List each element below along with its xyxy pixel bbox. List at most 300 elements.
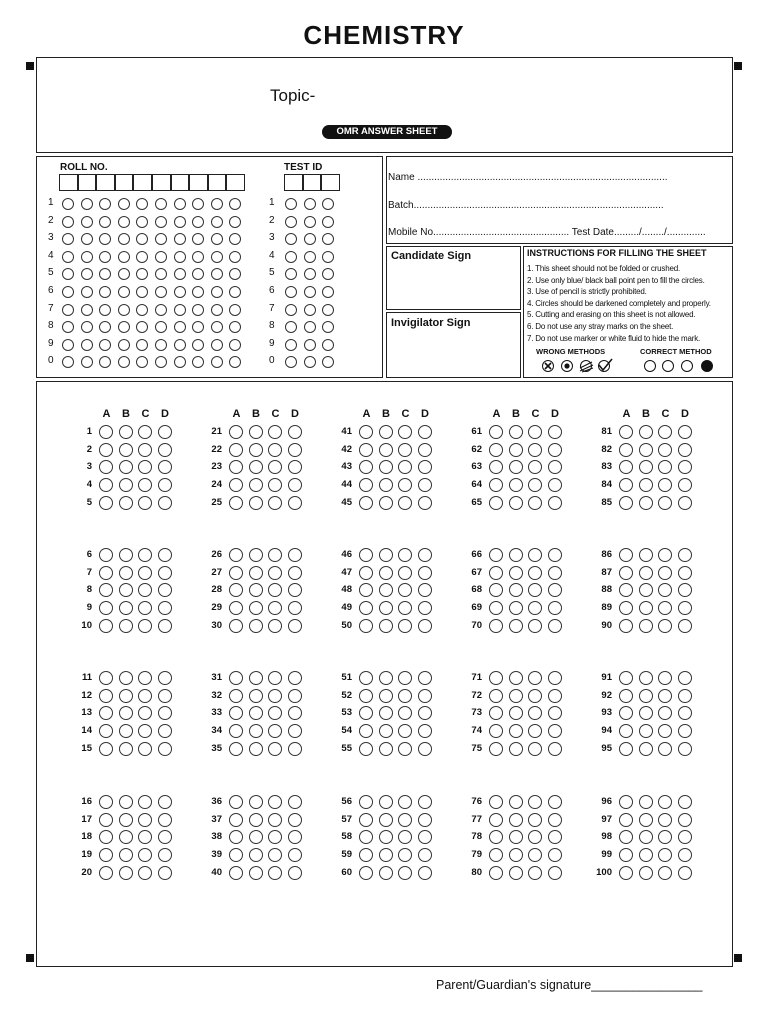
answer-bubble[interactable] [268,689,282,703]
roll-bubble[interactable] [81,251,93,263]
answer-bubble[interactable] [99,601,113,615]
answer-bubble[interactable] [158,601,172,615]
answer-bubble[interactable] [509,583,523,597]
answer-bubble[interactable] [119,813,133,827]
answer-bubble[interactable] [678,813,692,827]
answer-bubble[interactable] [288,619,302,633]
answer-bubble[interactable] [528,496,542,510]
answer-bubble[interactable] [418,566,432,580]
answer-bubble[interactable] [229,566,243,580]
answer-bubble[interactable] [489,724,503,738]
answer-bubble[interactable] [509,724,523,738]
answer-bubble[interactable] [528,425,542,439]
answer-bubble[interactable] [288,742,302,756]
answer-bubble[interactable] [639,619,653,633]
answer-bubble[interactable] [418,548,432,562]
answer-bubble[interactable] [119,830,133,844]
test-id-bubble[interactable] [304,233,316,245]
answer-bubble[interactable] [249,742,263,756]
answer-bubble[interactable] [249,813,263,827]
answer-bubble[interactable] [249,460,263,474]
answer-bubble[interactable] [158,742,172,756]
roll-bubble[interactable] [155,198,167,210]
answer-bubble[interactable] [658,425,672,439]
roll-bubble[interactable] [62,198,74,210]
answer-bubble[interactable] [509,566,523,580]
answer-bubble[interactable] [398,742,412,756]
roll-bubble[interactable] [136,304,148,316]
answer-bubble[interactable] [288,601,302,615]
answer-bubble[interactable] [288,830,302,844]
answer-bubble[interactable] [619,671,633,685]
roll-bubble[interactable] [81,356,93,368]
answer-bubble[interactable] [509,460,523,474]
answer-bubble[interactable] [268,425,282,439]
answer-bubble[interactable] [99,848,113,862]
answer-bubble[interactable] [119,496,133,510]
roll-bubble[interactable] [211,216,223,228]
answer-bubble[interactable] [138,478,152,492]
test-id-bubble[interactable] [322,304,334,316]
answer-bubble[interactable] [119,671,133,685]
answer-bubble[interactable] [99,496,113,510]
answer-bubble[interactable] [379,548,393,562]
answer-bubble[interactable] [548,548,562,562]
answer-bubble[interactable] [658,443,672,457]
answer-bubble[interactable] [509,830,523,844]
answer-bubble[interactable] [658,619,672,633]
answer-bubble[interactable] [619,813,633,827]
answer-bubble[interactable] [639,443,653,457]
answer-bubble[interactable] [229,601,243,615]
answer-bubble[interactable] [158,619,172,633]
answer-bubble[interactable] [288,671,302,685]
roll-bubble[interactable] [118,251,130,263]
test-id-digit-cell[interactable] [321,174,340,191]
answer-bubble[interactable] [528,478,542,492]
answer-bubble[interactable] [138,866,152,880]
answer-bubble[interactable] [288,706,302,720]
answer-bubble[interactable] [658,795,672,809]
answer-bubble[interactable] [249,848,263,862]
answer-bubble[interactable] [249,601,263,615]
answer-bubble[interactable] [268,866,282,880]
answer-bubble[interactable] [119,443,133,457]
roll-bubble[interactable] [99,251,111,263]
answer-bubble[interactable] [138,566,152,580]
answer-bubble[interactable] [379,496,393,510]
roll-bubble[interactable] [62,216,74,228]
answer-bubble[interactable] [548,813,562,827]
roll-bubble[interactable] [155,304,167,316]
answer-bubble[interactable] [119,566,133,580]
answer-bubble[interactable] [489,443,503,457]
answer-bubble[interactable] [359,566,373,580]
answer-bubble[interactable] [509,866,523,880]
answer-bubble[interactable] [489,496,503,510]
answer-bubble[interactable] [138,724,152,738]
answer-bubble[interactable] [119,742,133,756]
answer-bubble[interactable] [158,689,172,703]
answer-bubble[interactable] [639,478,653,492]
answer-bubble[interactable] [99,425,113,439]
answer-bubble[interactable] [379,830,393,844]
answer-bubble[interactable] [528,724,542,738]
answer-bubble[interactable] [489,742,503,756]
answer-bubble[interactable] [249,583,263,597]
answer-bubble[interactable] [229,548,243,562]
roll-bubble[interactable] [174,268,186,280]
roll-bubble[interactable] [99,339,111,351]
answer-bubble[interactable] [398,813,412,827]
test-id-bubble[interactable] [304,339,316,351]
answer-bubble[interactable] [678,671,692,685]
answer-bubble[interactable] [658,566,672,580]
answer-bubble[interactable] [379,583,393,597]
roll-bubble[interactable] [174,251,186,263]
answer-bubble[interactable] [158,443,172,457]
answer-bubble[interactable] [678,830,692,844]
answer-bubble[interactable] [249,425,263,439]
answer-bubble[interactable] [158,566,172,580]
answer-bubble[interactable] [619,724,633,738]
answer-bubble[interactable] [528,566,542,580]
answer-bubble[interactable] [658,601,672,615]
test-id-bubble[interactable] [304,304,316,316]
answer-bubble[interactable] [119,689,133,703]
answer-bubble[interactable] [548,742,562,756]
answer-bubble[interactable] [268,742,282,756]
answer-bubble[interactable] [229,671,243,685]
answer-bubble[interactable] [548,566,562,580]
roll-bubble[interactable] [99,304,111,316]
answer-bubble[interactable] [359,478,373,492]
answer-bubble[interactable] [288,583,302,597]
answer-bubble[interactable] [639,866,653,880]
answer-bubble[interactable] [619,566,633,580]
answer-bubble[interactable] [418,724,432,738]
answer-bubble[interactable] [249,706,263,720]
roll-bubble[interactable] [229,304,241,316]
answer-bubble[interactable] [548,478,562,492]
answer-bubble[interactable] [639,689,653,703]
answer-bubble[interactable] [119,583,133,597]
answer-bubble[interactable] [418,848,432,862]
answer-bubble[interactable] [99,566,113,580]
answer-bubble[interactable] [158,848,172,862]
answer-bubble[interactable] [509,689,523,703]
name-field[interactable]: Name .......................................................................................... [388,172,668,183]
answer-bubble[interactable] [249,496,263,510]
answer-bubble[interactable] [678,566,692,580]
answer-bubble[interactable] [639,566,653,580]
answer-bubble[interactable] [619,443,633,457]
answer-bubble[interactable] [509,443,523,457]
answer-bubble[interactable] [418,460,432,474]
answer-bubble[interactable] [268,601,282,615]
roll-bubble[interactable] [174,339,186,351]
answer-bubble[interactable] [619,601,633,615]
answer-bubble[interactable] [99,548,113,562]
answer-bubble[interactable] [229,813,243,827]
answer-bubble[interactable] [138,619,152,633]
answer-bubble[interactable] [658,496,672,510]
answer-bubble[interactable] [99,724,113,738]
roll-bubble[interactable] [229,216,241,228]
answer-bubble[interactable] [249,724,263,738]
answer-bubble[interactable] [249,548,263,562]
answer-bubble[interactable] [658,866,672,880]
answer-bubble[interactable] [398,671,412,685]
answer-bubble[interactable] [119,425,133,439]
answer-bubble[interactable] [509,601,523,615]
answer-bubble[interactable] [158,460,172,474]
answer-bubble[interactable] [418,813,432,827]
answer-bubble[interactable] [138,443,152,457]
answer-bubble[interactable] [619,619,633,633]
answer-bubble[interactable] [418,583,432,597]
answer-bubble[interactable] [99,795,113,809]
answer-bubble[interactable] [398,443,412,457]
roll-bubble[interactable] [81,198,93,210]
roll-bubble[interactable] [192,339,204,351]
answer-bubble[interactable] [678,601,692,615]
answer-bubble[interactable] [379,460,393,474]
answer-bubble[interactable] [398,566,412,580]
answer-bubble[interactable] [379,706,393,720]
roll-bubble[interactable] [174,356,186,368]
answer-bubble[interactable] [379,724,393,738]
answer-bubble[interactable] [639,830,653,844]
answer-bubble[interactable] [548,460,562,474]
answer-bubble[interactable] [639,795,653,809]
answer-bubble[interactable] [548,583,562,597]
answer-bubble[interactable] [418,443,432,457]
answer-bubble[interactable] [359,443,373,457]
answer-bubble[interactable] [229,866,243,880]
answer-bubble[interactable] [398,795,412,809]
answer-bubble[interactable] [249,795,263,809]
answer-bubble[interactable] [288,478,302,492]
answer-bubble[interactable] [639,583,653,597]
answer-bubble[interactable] [639,601,653,615]
test-id-bubble[interactable] [322,251,334,263]
answer-bubble[interactable] [509,795,523,809]
answer-bubble[interactable] [678,848,692,862]
roll-bubble[interactable] [211,304,223,316]
answer-bubble[interactable] [359,689,373,703]
answer-bubble[interactable] [398,548,412,562]
answer-bubble[interactable] [658,848,672,862]
roll-bubble[interactable] [81,339,93,351]
answer-bubble[interactable] [138,496,152,510]
answer-bubble[interactable] [138,742,152,756]
answer-bubble[interactable] [158,548,172,562]
answer-bubble[interactable] [268,795,282,809]
roll-bubble[interactable] [192,251,204,263]
answer-bubble[interactable] [639,848,653,862]
answer-bubble[interactable] [288,460,302,474]
answer-bubble[interactable] [509,742,523,756]
roll-digit-cell[interactable] [133,174,152,191]
answer-bubble[interactable] [398,425,412,439]
roll-digit-cell[interactable] [152,174,171,191]
answer-bubble[interactable] [268,548,282,562]
answer-bubble[interactable] [528,813,542,827]
answer-bubble[interactable] [509,619,523,633]
answer-bubble[interactable] [229,425,243,439]
roll-bubble[interactable] [62,251,74,263]
answer-bubble[interactable] [619,742,633,756]
answer-bubble[interactable] [658,671,672,685]
answer-bubble[interactable] [418,601,432,615]
answer-bubble[interactable] [229,742,243,756]
answer-bubble[interactable] [138,548,152,562]
answer-bubble[interactable] [418,689,432,703]
roll-bubble[interactable] [118,339,130,351]
answer-bubble[interactable] [99,478,113,492]
answer-bubble[interactable] [249,830,263,844]
answer-bubble[interactable] [418,619,432,633]
answer-bubble[interactable] [398,689,412,703]
answer-bubble[interactable] [379,795,393,809]
answer-bubble[interactable] [359,548,373,562]
answer-bubble[interactable] [379,866,393,880]
answer-bubble[interactable] [268,478,282,492]
test-id-bubble[interactable] [322,216,334,228]
answer-bubble[interactable] [678,460,692,474]
answer-bubble[interactable] [288,848,302,862]
answer-bubble[interactable] [249,866,263,880]
answer-bubble[interactable] [268,671,282,685]
answer-bubble[interactable] [249,689,263,703]
answer-bubble[interactable] [528,671,542,685]
answer-bubble[interactable] [288,866,302,880]
answer-bubble[interactable] [678,548,692,562]
roll-bubble[interactable] [211,233,223,245]
test-id-bubble[interactable] [304,216,316,228]
test-id-bubble[interactable] [304,321,316,333]
answer-bubble[interactable] [418,830,432,844]
answer-bubble[interactable] [619,478,633,492]
answer-bubble[interactable] [398,478,412,492]
answer-bubble[interactable] [658,742,672,756]
roll-bubble[interactable] [62,304,74,316]
test-id-bubble[interactable] [285,251,297,263]
roll-digit-cell[interactable] [115,174,134,191]
roll-bubble[interactable] [174,198,186,210]
roll-bubble[interactable] [155,251,167,263]
test-id-bubble[interactable] [285,304,297,316]
answer-bubble[interactable] [158,724,172,738]
answer-bubble[interactable] [268,848,282,862]
answer-bubble[interactable] [359,866,373,880]
answer-bubble[interactable] [548,443,562,457]
answer-bubble[interactable] [418,478,432,492]
answer-bubble[interactable] [619,425,633,439]
roll-bubble[interactable] [81,304,93,316]
answer-bubble[interactable] [158,706,172,720]
answer-bubble[interactable] [639,496,653,510]
answer-bubble[interactable] [639,671,653,685]
answer-bubble[interactable] [158,830,172,844]
answer-bubble[interactable] [229,689,243,703]
answer-bubble[interactable] [548,689,562,703]
answer-bubble[interactable] [678,425,692,439]
answer-bubble[interactable] [678,583,692,597]
roll-bubble[interactable] [81,216,93,228]
answer-bubble[interactable] [119,848,133,862]
roll-bubble[interactable] [192,216,204,228]
answer-bubble[interactable] [489,848,503,862]
answer-bubble[interactable] [658,548,672,562]
answer-bubble[interactable] [509,478,523,492]
answer-bubble[interactable] [268,813,282,827]
answer-bubble[interactable] [268,496,282,510]
answer-bubble[interactable] [288,795,302,809]
answer-bubble[interactable] [619,689,633,703]
answer-bubble[interactable] [639,724,653,738]
test-id-bubble[interactable] [322,339,334,351]
answer-bubble[interactable] [249,443,263,457]
answer-bubble[interactable] [138,425,152,439]
answer-bubble[interactable] [489,478,503,492]
test-id-bubble[interactable] [304,268,316,280]
roll-bubble[interactable] [211,339,223,351]
answer-bubble[interactable] [528,795,542,809]
answer-bubble[interactable] [229,443,243,457]
answer-bubble[interactable] [678,706,692,720]
roll-bubble[interactable] [81,268,93,280]
answer-bubble[interactable] [658,724,672,738]
test-id-bubble[interactable] [304,356,316,368]
test-id-bubble[interactable] [285,216,297,228]
answer-bubble[interactable] [379,443,393,457]
answer-bubble[interactable] [509,671,523,685]
answer-bubble[interactable] [398,601,412,615]
answer-bubble[interactable] [119,601,133,615]
answer-bubble[interactable] [379,619,393,633]
answer-bubble[interactable] [158,813,172,827]
test-id-bubble[interactable] [285,198,297,210]
answer-bubble[interactable] [489,566,503,580]
roll-bubble[interactable] [118,321,130,333]
answer-bubble[interactable] [678,689,692,703]
answer-bubble[interactable] [379,813,393,827]
roll-bubble[interactable] [62,286,74,298]
answer-bubble[interactable] [678,724,692,738]
test-id-bubble[interactable] [304,286,316,298]
answer-bubble[interactable] [359,619,373,633]
answer-bubble[interactable] [119,724,133,738]
roll-bubble[interactable] [81,233,93,245]
answer-bubble[interactable] [99,689,113,703]
answer-bubble[interactable] [119,795,133,809]
answer-bubble[interactable] [418,671,432,685]
roll-bubble[interactable] [81,286,93,298]
answer-bubble[interactable] [418,706,432,720]
answer-bubble[interactable] [268,566,282,580]
answer-bubble[interactable] [489,548,503,562]
answer-bubble[interactable] [489,619,503,633]
answer-bubble[interactable] [379,425,393,439]
answer-bubble[interactable] [639,742,653,756]
answer-bubble[interactable] [288,443,302,457]
answer-bubble[interactable] [359,848,373,862]
answer-bubble[interactable] [418,742,432,756]
roll-bubble[interactable] [192,304,204,316]
answer-bubble[interactable] [359,671,373,685]
